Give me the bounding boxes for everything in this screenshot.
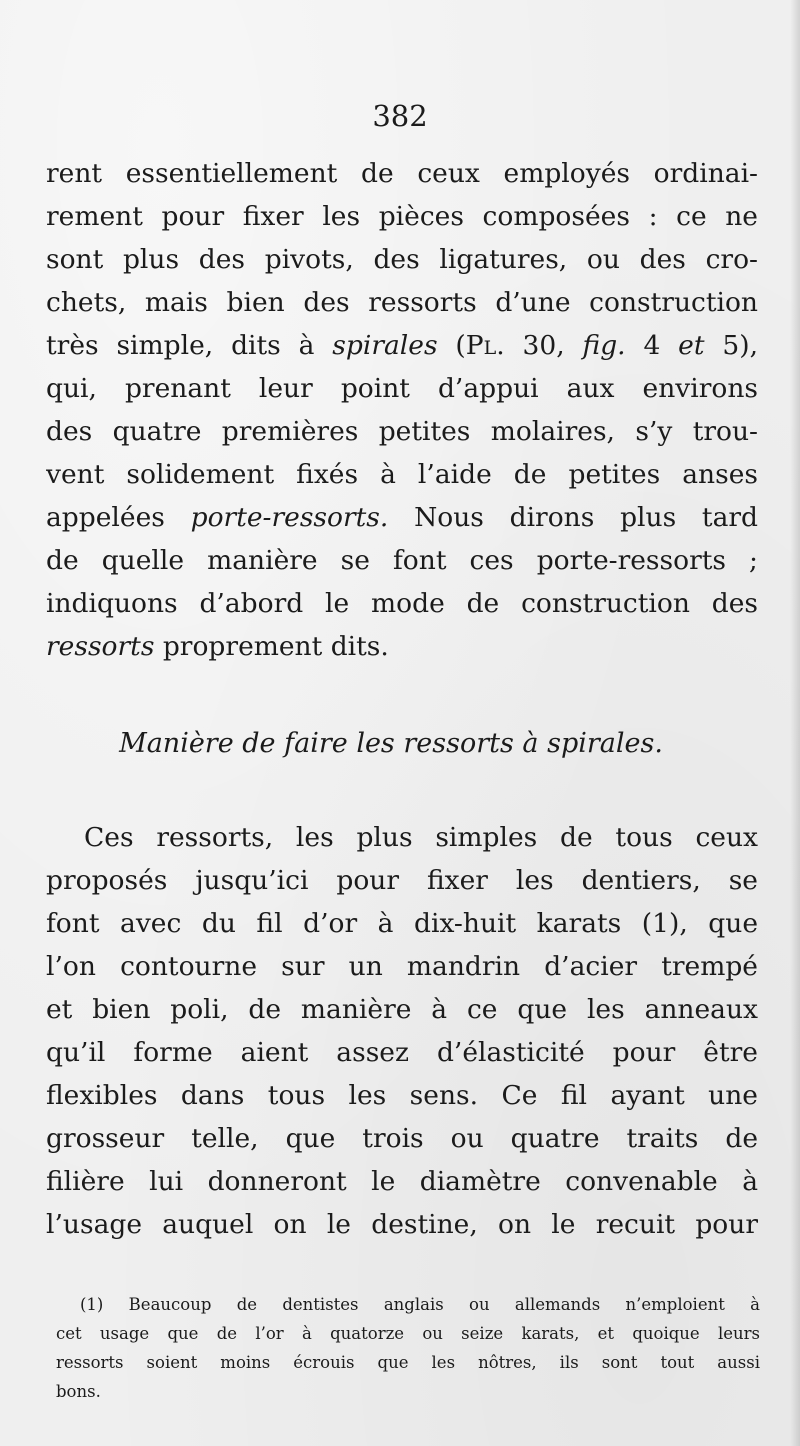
fig-number-5: 5), bbox=[704, 330, 758, 361]
paragraph-1-line-5-start: très simple, dits à bbox=[46, 330, 315, 361]
plate-open: ( bbox=[437, 330, 466, 361]
paragraph-2-line-5: et bien poli, de manière à ce que les anneaux bbox=[46, 994, 758, 1025]
fig-et: et bbox=[678, 330, 705, 361]
section-subheading: Manière de faire les ressorts à spirales. bbox=[119, 728, 663, 759]
paragraph-2-line-4: l’on contourne sur un mandrin d’acier trempé bbox=[46, 951, 758, 982]
paragraph-1-line-2: rement pour fixer les pièces composées : ce ne bbox=[46, 201, 758, 232]
italic-porte-ressorts: porte-ressorts. bbox=[190, 502, 389, 533]
paragraph-2-line-3: font avec du fil d’or à dix-huit karats (1), que bbox=[46, 908, 758, 939]
paragraph-2-line-1: Ces ressorts, les plus simples de tous ceux bbox=[84, 822, 758, 853]
paragraph-1-line-5 bbox=[46, 324, 758, 367]
plate-number: 30, bbox=[504, 330, 583, 361]
fig-abbrev: fig. bbox=[582, 330, 626, 361]
paragraph-2-line-6: qu’il forme aient assez d’élasticité pour être bbox=[46, 1037, 758, 1068]
footnote-line-1: (1) Beaucoup de dentistes anglais ou allemands n’emploient à bbox=[80, 1295, 760, 1314]
paragraph-1-line-9-rest: Nous dirons plus tard bbox=[388, 502, 758, 533]
paragraph-1-line-6: qui, prenant leur point d’appui aux environs bbox=[46, 373, 758, 404]
paragraph-1 bbox=[46, 152, 758, 668]
paragraph-2-line-9: filière lui donneront le diamètre convenable à bbox=[46, 1166, 758, 1197]
paragraph-2-line-7: flexibles dans tous les sens. Ce fil ayant une bbox=[46, 1080, 758, 1111]
paragraph-1-line-3: sont plus des pivots, des ligatures, ou des cro- bbox=[46, 244, 758, 275]
paragraph-1-line-1: rent essentiellement de ceux employés ordinai- bbox=[46, 158, 758, 189]
paragraph-1-line-9 bbox=[46, 496, 758, 539]
paragraph-2-line-10: l’usage auquel on le destine, on le recuit pour bbox=[46, 1209, 758, 1240]
footnote bbox=[56, 1290, 760, 1406]
footnote-line-2: cet usage que de l’or à quatorze ou seize karats, et quoique leurs bbox=[56, 1324, 760, 1343]
footnote-line-4: bons. bbox=[56, 1382, 101, 1401]
paragraph-2-line-8: grosseur telle, que trois ou quatre traits de bbox=[46, 1123, 758, 1154]
paragraph-2-line-2: proposés jusqu’ici pour fixer les dentiers, se bbox=[46, 865, 758, 896]
paragraph-1-line-12-rest: proprement dits. bbox=[154, 631, 389, 662]
page-number: 382 bbox=[372, 99, 428, 133]
paragraph-1-line-9-start: appelées bbox=[46, 502, 165, 533]
footnote-line-3: ressorts soient moins écrouis que les nôtres, ils sont tout aussi bbox=[56, 1353, 760, 1372]
italic-spirales: spirales bbox=[332, 330, 438, 361]
plate-abbrev: Pl. bbox=[465, 330, 505, 361]
paragraph-1-line-8: vent solidement fixés à l’aide de petites anses bbox=[46, 459, 758, 490]
fig-number-4: 4 bbox=[625, 330, 679, 361]
paragraph-1-line-12 bbox=[46, 625, 758, 668]
paragraph-1-line-7: des quatre premières petites molaires, s’y trou- bbox=[46, 416, 758, 447]
page-edge-shadow bbox=[790, 0, 800, 1446]
paragraph-1-line-11: indiquons d’abord le mode de construction des bbox=[46, 588, 758, 619]
paragraph-1-line-10: de quelle manière se font ces porte-ressorts ; bbox=[46, 545, 758, 576]
italic-ressorts: ressorts bbox=[46, 631, 155, 662]
paragraph-1-line-4: chets, mais bien des ressorts d’une construction bbox=[46, 287, 758, 318]
paragraph-2 bbox=[46, 816, 758, 1246]
